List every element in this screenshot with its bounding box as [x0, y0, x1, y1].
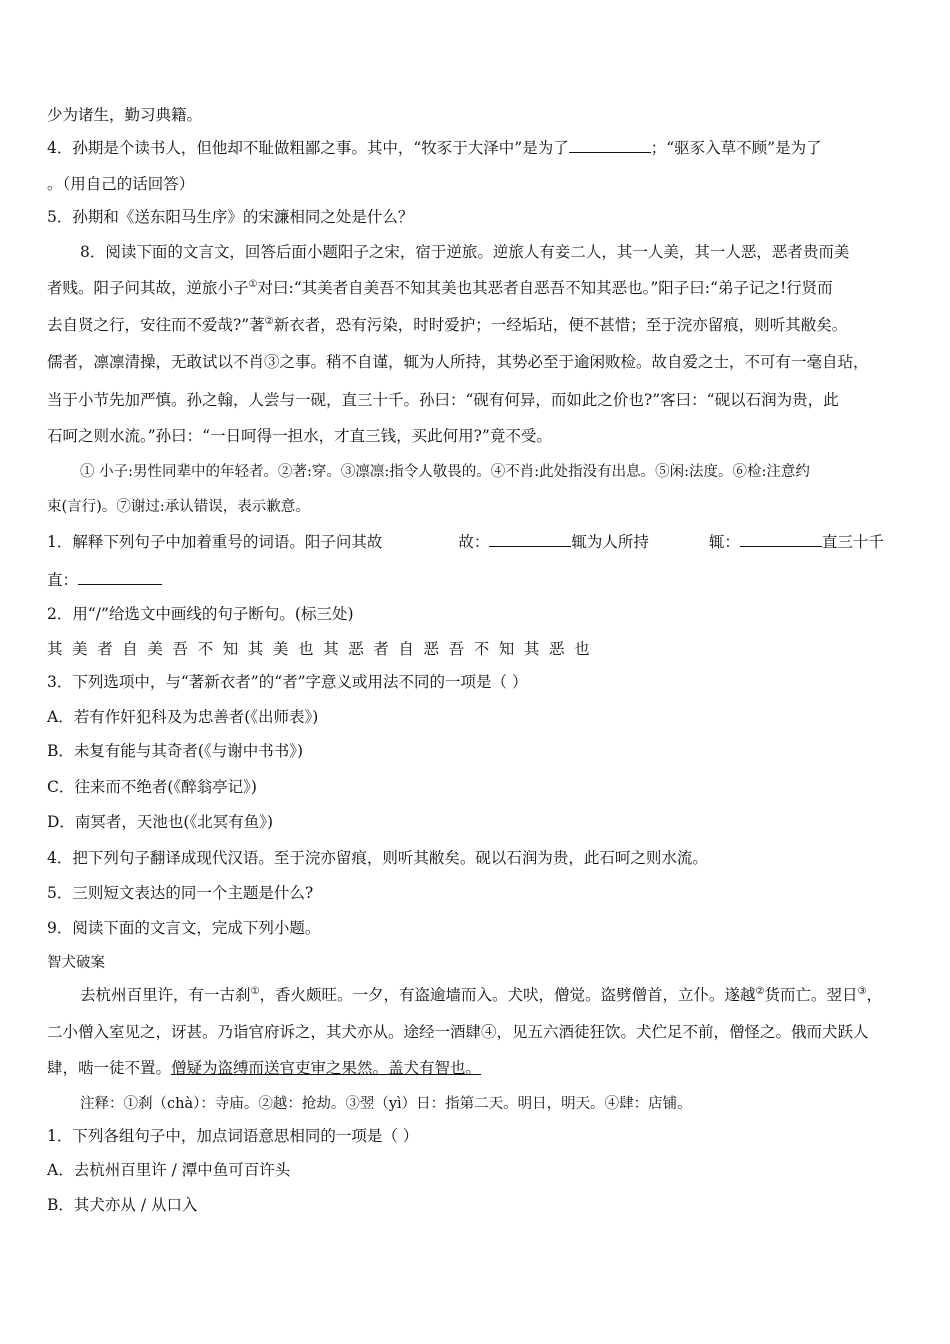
passage-9-line: 二小僧入室见之，讶甚。乃诣官府诉之，其犬亦从。途经一酒肆④，见五六酒徒狂饮。犬伫足不前，僧怪之。俄而犬跃人 [47, 1023, 869, 1041]
footnote-marker: ② [755, 985, 765, 997]
question-text: ；“驱豕入草不顾”是为了 [650, 139, 822, 157]
option-b: B．其犬亦从 / 从口入 [47, 1196, 198, 1214]
question-8-4: 4．把下列句子翻译成现代汉语。至于浣亦留痕，则听其敝矣。砚以石润为贵，此石呵之则水流。 [47, 849, 708, 867]
question-text: 辄为人所持 [571, 533, 649, 551]
passage-text: 肆，啮一徒不置。 [47, 1059, 172, 1077]
sentence-to-punctuate: 其美者自美吾不知其美也其恶者自恶吾不知其恶也 [47, 640, 600, 658]
passage-8-line [47, 313, 847, 335]
question-8-1-cont [47, 568, 162, 590]
passage-8-line: 8．阅读下面的文言文，回答后面小题阳子之宋，宿于逆旅。逆旅人有妾二人，其一人美，其一人恶，恶者贵而美 [80, 243, 850, 261]
annotation-line: ① 小子:男性同辈中的年轻者。②著:穿。③凛凛:指令人敬畏的。④不肖:此处指没有出息。⑤闲:法度。⑥检:注意约 [80, 464, 810, 480]
option-a: A．去杭州百里许 / 潭中鱼可百许头 [47, 1161, 291, 1179]
question-8-5: 5．三则短文表达的同一个主题是什么? [47, 884, 314, 902]
option-c: C．往来而不绝者(《醉翁亭记》) [47, 778, 257, 796]
answer-blank[interactable] [78, 570, 162, 585]
option-b: B．未复有能与其奇者(《与谢中书书》) [47, 742, 303, 760]
underlined-sentence: 盖犬有智也。 [388, 1059, 482, 1077]
footnote-marker: ③ [857, 985, 867, 997]
passage-8-line: 儒者，凛凛清操，无敢试以不肖③之事。稍不自谨，辄为人所持，其势必至于逾闲败检。故自爱之士，不可有一毫自玷， [47, 353, 869, 371]
passage-8-line [47, 276, 833, 298]
question-text: 1．解释下列句子中加着重号的词语。阳子问其故 [47, 533, 383, 551]
footnote-marker: ② [264, 315, 274, 327]
passage-8-line: 石呵之则水流。”孙曰：“一日呵得一担水，才直三钱，买此何用?”竟不受。 [47, 427, 552, 445]
passage-text: 去杭州百里许，有一古刹 [80, 986, 251, 1004]
option-a: A．若有作奸犯科及为忠善者(《出师表》) [47, 708, 319, 726]
footnote-marker: ① [248, 278, 258, 290]
passage-8-line: 当于小节先加严慎。孙之翰，人尝与一砚，直三十千。孙曰：“砚有何异，而如此之价也?”客曰：“砚以石润为贵，此 [47, 391, 839, 409]
question-text: 故： [458, 533, 490, 551]
answer-blank[interactable] [740, 532, 822, 547]
option-d: D．南冥者，天池也(《北冥有鱼》) [47, 813, 274, 831]
passage-text: ， [866, 986, 882, 1004]
question-9-1: 1．下列各组句子中，加点词语意思相同的一项是（ ） [47, 1127, 419, 1145]
text-line: 少为诸生，勤习典籍。 [47, 106, 203, 124]
annotation-line: 束(言行)。⑦谢过:承认错误，表示歉意。 [47, 499, 310, 515]
question-4-instruction: 。（用自己的话回答） [47, 175, 195, 193]
question-8-1 [47, 530, 884, 552]
annotation-line: 注释：①刹（chà）：寺庙。②越：抢劫。③翌（yì）日：指第二天。明日，明天。④肆：店铺。 [80, 1096, 692, 1112]
underlined-sentence: 僧疑为盗缚而送官吏审之果然。 [171, 1059, 389, 1077]
passage-text: 货而亡。翌日 [764, 986, 858, 1004]
answer-blank[interactable] [489, 532, 571, 547]
footnote-marker: ① [250, 985, 260, 997]
question-text: 直三十千 [821, 533, 884, 551]
passage-title: 智犬破案 [47, 955, 105, 971]
answer-blank[interactable] [569, 138, 651, 153]
passage-text: 对曰:“其美者自美吾不知其美也其恶者自恶吾不知其恶也。”阳子曰:“弟子记之!行贤而 [257, 279, 833, 297]
question-4-sun-qi [47, 136, 822, 158]
passage-text: ，香火颇旺。一夕，有盗逾墙而入。犬吠，僧觉。盗劈僧首，立仆。遂越 [259, 986, 756, 1004]
question-9: 9．阅读下面的文言文，完成下列小题。 [47, 919, 321, 937]
passage-text: 去自贤之行，安往而不爱哉?”著 [47, 316, 265, 334]
question-text: 辄： [708, 533, 740, 551]
passage-text: 新衣者，恐有污染，时时爱护；一经垢玷，便不甚惜；至于浣亦留痕，则听其敝矣。 [273, 316, 848, 334]
question-text: 4．孙期是个读书人，但他却不耻做粗鄙之事。其中，“牧豕于大泽中”是为了 [47, 139, 569, 157]
question-5-sun-qi: 5．孙期和《送东阳马生序》的宋濂相同之处是什么？ [47, 208, 414, 226]
passage-9-line [80, 983, 882, 1005]
question-text: 直： [47, 571, 79, 589]
passage-9-line [47, 1056, 481, 1078]
passage-text: 者贱。阳子问其故，逆旅小子 [47, 279, 249, 297]
question-8-2: 2．用“/”给选文中画线的句子断句。(标三处) [47, 605, 354, 623]
question-8-3: 3．下列选项中，与“著新衣者”的“者”字意义或用法不同的一项是（ ） [47, 673, 528, 691]
